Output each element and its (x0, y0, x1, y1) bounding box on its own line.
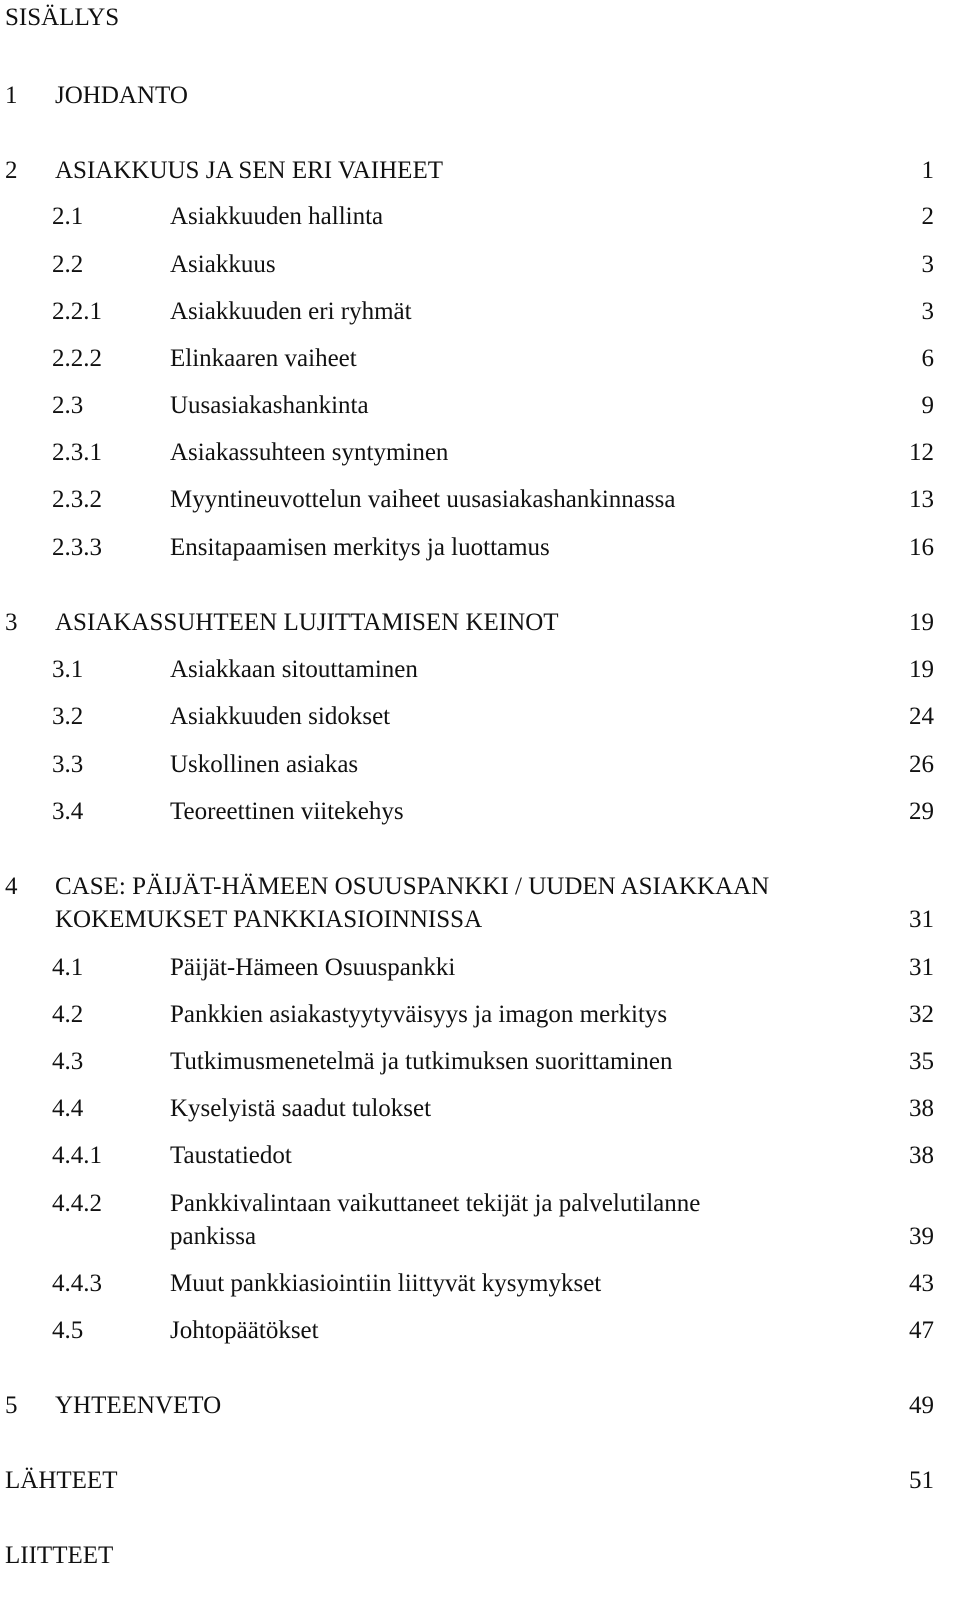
toc-entry-page-number: 3 (921, 298, 934, 325)
toc-entry-page-number: 38 (909, 1142, 934, 1169)
toc-entry-title-continued: KOKEMUKSET PANKKIASIOINNISSA (55, 906, 483, 933)
toc-entry (0, 871, 960, 933)
toc-entry (0, 701, 960, 733)
toc-entry-number: 5 (5, 1392, 18, 1419)
toc-entry-number: 3 (5, 609, 18, 636)
toc-entry-page-number: 51 (909, 1467, 934, 1494)
toc-entry-page-number: 32 (909, 1001, 934, 1028)
toc-entry-page-number: 29 (909, 798, 934, 825)
toc-entry (0, 1188, 960, 1250)
toc-entry (0, 437, 960, 469)
toc-entry-number: 4 (5, 873, 18, 900)
toc-entry-title: LÄHTEET (5, 1467, 118, 1494)
toc-entry-title: Asiakkuuden eri ryhmät (170, 298, 412, 325)
toc-entry-title: Pankkivalintaan vaikuttaneet tekijät ja palvelutilanne (170, 1190, 701, 1217)
toc-entry-number: 2.1 (52, 203, 84, 230)
toc-entry-title: JOHDANTO (55, 82, 188, 109)
toc-entry (0, 999, 960, 1031)
toc-entry (0, 296, 960, 328)
toc-entry-number: 3.4 (52, 798, 84, 825)
toc-entry (0, 532, 960, 564)
toc-entry-title-continued: pankissa (170, 1223, 257, 1250)
toc-entry-title: Tutkimusmenetelmä ja tutkimuksen suorittaminen (170, 1048, 673, 1075)
toc-entry (0, 1046, 960, 1078)
toc-entry-title: Muut pankkiasiointiin liittyvät kysymykset (170, 1270, 602, 1297)
toc-entry (0, 1315, 960, 1347)
toc-entry-title: ASIAKASSUHTEEN LUJITTAMISEN KEINOT (55, 609, 559, 636)
toc-entry-number: 2.2.2 (52, 345, 102, 372)
toc-entry-title: Asiakassuhteen syntyminen (170, 439, 449, 466)
toc-entry-number: 2.3.1 (52, 439, 102, 466)
toc-entry (0, 749, 960, 781)
toc-entry-number: 4.1 (52, 954, 84, 981)
toc-entry-page-number: 43 (909, 1270, 934, 1297)
toc-entry (0, 249, 960, 281)
toc-entry-page-number: 13 (909, 486, 934, 513)
toc-entry-number: 1 (5, 82, 18, 109)
toc-entry (0, 1140, 960, 1172)
toc-entry-number: 4.4 (52, 1095, 84, 1122)
toc-entry-number: 2.2 (52, 251, 84, 278)
toc-entry-title: Uskollinen asiakas (170, 751, 359, 778)
toc-entry (0, 80, 960, 112)
toc-entry-number: 2 (5, 157, 18, 184)
toc-entry-title: LIITTEET (5, 1542, 114, 1569)
toc-entry-title: Asiakkuus (170, 251, 276, 278)
toc-entry-page-number: 16 (909, 534, 934, 561)
toc-entry-page-number: 47 (909, 1317, 934, 1344)
toc-entry-title: Päijät-Hämeen Osuuspankki (170, 954, 456, 981)
toc-entry (0, 796, 960, 828)
toc-heading: SISÄLLYS (5, 4, 120, 31)
toc-entry-page-number: 3 (921, 251, 934, 278)
toc-entry-title: Johtopäätökset (170, 1317, 319, 1344)
toc-entry-number: 4.4.1 (52, 1142, 102, 1169)
toc-entry-number: 3.1 (52, 656, 84, 683)
toc-entry (0, 1093, 960, 1125)
toc-entry-page-number: 1 (921, 157, 934, 184)
toc-entry (0, 1465, 960, 1497)
toc-entry-number: 4.2 (52, 1001, 84, 1028)
toc-entry-page-number: 19 (909, 656, 934, 683)
toc-entry (0, 1540, 960, 1572)
toc-entry-page-number: 2 (921, 203, 934, 230)
toc-entry-page-number: 31 (909, 954, 934, 981)
toc-entry-number: 4.5 (52, 1317, 84, 1344)
toc-entry (0, 654, 960, 686)
toc-entry-number: 2.3 (52, 392, 84, 419)
toc-entry-page-number: 31 (909, 906, 934, 933)
toc-entry (0, 952, 960, 984)
toc-entry-page-number: 24 (909, 703, 934, 730)
toc-entry-title: Teoreettinen viitekehys (170, 798, 404, 825)
toc-entry (0, 607, 960, 639)
toc-entry-page-number: 6 (921, 345, 934, 372)
toc-entry-page-number: 9 (921, 392, 934, 419)
toc-entry-title: YHTEENVETO (55, 1392, 222, 1419)
toc-entry-page-number: 38 (909, 1095, 934, 1122)
toc-entry-title: Asiakkuuden sidokset (170, 703, 391, 730)
toc-entry-page-number: 19 (909, 609, 934, 636)
toc-entry-title: Pankkien asiakastyytyväisyys ja imagon merkitys (170, 1001, 668, 1028)
toc-entry-page-number: 35 (909, 1048, 934, 1075)
toc-entry-number: 2.2.1 (52, 298, 102, 325)
toc-entry-number: 2.3.2 (52, 486, 102, 513)
toc-entry (0, 1390, 960, 1422)
toc-entry (0, 155, 960, 187)
toc-entry-page-number: 49 (909, 1392, 934, 1419)
toc-entry-title: Myyntineuvottelun vaiheet uusasiakashankinnassa (170, 486, 676, 513)
toc-entry-page-number: 12 (909, 439, 934, 466)
toc-entry-number: 2.3.3 (52, 534, 102, 561)
toc-entry-title: Elinkaaren vaiheet (170, 345, 357, 372)
toc-entry-title: Asiakkuuden hallinta (170, 203, 384, 230)
toc-entry-title: CASE: PÄIJÄT-HÄMEEN OSUUSPANKKI / UUDEN ASIAKKAAN (55, 873, 770, 900)
toc-entry-title: ASIAKKUUS JA SEN ERI VAIHEET (55, 157, 443, 184)
toc-entry-title: Kyselyistä saadut tulokset (170, 1095, 432, 1122)
toc-entry-title: Taustatiedot (170, 1142, 292, 1169)
toc-entry (0, 1268, 960, 1300)
toc-entry-page-number: 26 (909, 751, 934, 778)
toc-entry (0, 484, 960, 516)
toc-entry-title: Ensitapaamisen merkitys ja luottamus (170, 534, 550, 561)
toc-entry-title: Uusasiakashankinta (170, 392, 369, 419)
toc-entry (0, 343, 960, 375)
toc-entry-title: Asiakkaan sitouttaminen (170, 656, 418, 683)
toc-entry (0, 390, 960, 422)
toc-entry-number: 4.4.3 (52, 1270, 102, 1297)
toc-entry-number: 3.3 (52, 751, 84, 778)
toc-entry-number: 3.2 (52, 703, 84, 730)
toc-entry-number: 4.3 (52, 1048, 84, 1075)
toc-entry-page-number: 39 (909, 1223, 934, 1250)
toc-entry (0, 201, 960, 233)
toc-entry-number: 4.4.2 (52, 1190, 102, 1217)
